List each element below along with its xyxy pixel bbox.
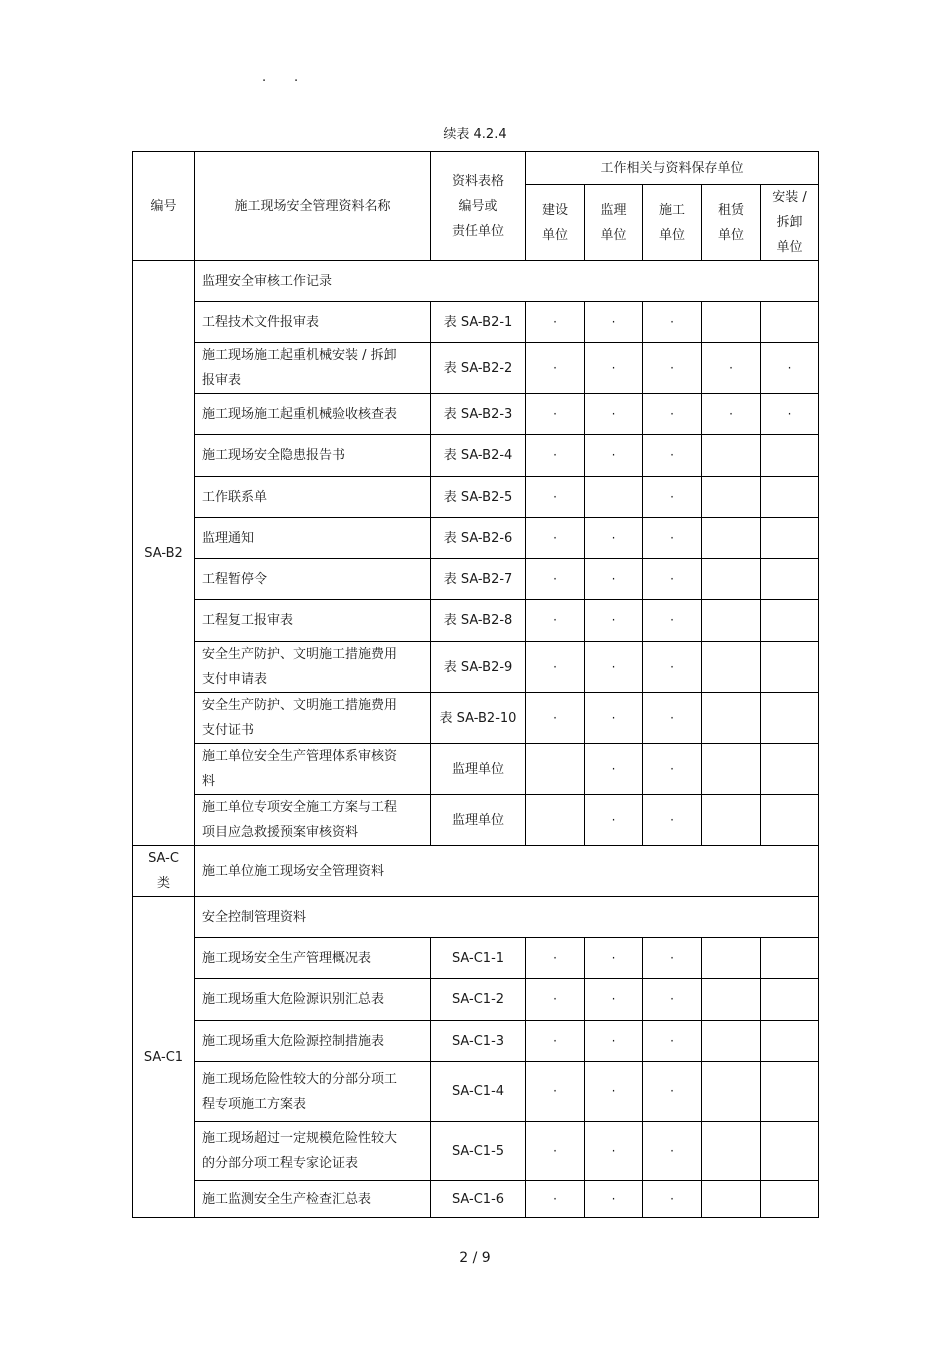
header-unit-supervision	[585, 185, 643, 261]
table-row	[133, 518, 819, 559]
unit-mark-cell	[643, 1021, 702, 1062]
unit-mark-cell	[761, 744, 819, 795]
unit-mark-cell	[585, 302, 643, 343]
unit-mark-cell	[585, 979, 643, 1021]
section-title: 施工单位施工现场安全管理资料	[195, 846, 819, 897]
record-name-line: 施工监测安全生产检查汇总表	[202, 1191, 372, 1207]
unit-mark: ·	[670, 360, 674, 375]
unit-mark-cell	[585, 1122, 643, 1181]
record-name-line: 施工单位专项安全施工方案与工程	[202, 800, 398, 815]
unit-mark: ·	[729, 360, 733, 375]
header-unit-line: 监理	[600, 202, 627, 218]
section-code	[133, 846, 195, 897]
unit-mark-cell	[585, 795, 643, 846]
unit-mark-cell	[585, 1181, 643, 1218]
unit-mark-cell	[526, 435, 585, 477]
unit-mark-cell	[585, 938, 643, 979]
record-form-code: SA-C1-6	[431, 1181, 526, 1218]
unit-mark-cell	[643, 642, 702, 693]
record-name-line: 的分部分项工程专家论证表	[202, 1156, 359, 1171]
record-name-line: 工程暂停令	[202, 571, 268, 587]
unit-mark-cell	[526, 559, 585, 600]
record-name-line: 施工现场安全生产管理概况表	[202, 950, 372, 966]
unit-mark: ·	[553, 360, 557, 375]
unit-mark: ·	[670, 710, 674, 725]
unit-mark-cell	[643, 693, 702, 744]
unit-mark-cell	[585, 1062, 643, 1122]
unit-mark: ·	[670, 992, 674, 1006]
unit-mark: ·	[670, 1033, 674, 1048]
unit-mark: ·	[787, 360, 792, 375]
unit-mark-cell	[643, 1181, 702, 1218]
unit-mark: ·	[611, 530, 616, 545]
record-name	[195, 518, 431, 559]
unit-mark: ·	[611, 1033, 616, 1048]
table-row	[133, 559, 819, 600]
header-units-group: 工作相关与资料保存单位	[526, 152, 819, 185]
header-unit-line: 租赁	[717, 202, 744, 218]
header-unit-leasing	[702, 185, 761, 261]
table-row	[133, 302, 819, 343]
table-row	[133, 642, 819, 693]
record-name	[195, 600, 431, 642]
unit-mark: ·	[787, 406, 792, 421]
unit-mark-cell	[761, 795, 819, 846]
unit-mark-cell	[526, 744, 585, 795]
unit-mark-cell	[526, 518, 585, 559]
unit-mark-cell	[761, 1062, 819, 1122]
unit-mark-cell	[643, 938, 702, 979]
table-row	[133, 979, 819, 1021]
record-form-code: 表 SA-B2-6	[431, 518, 526, 559]
record-name-line: 安全生产防护、文明施工措施费用	[202, 647, 398, 662]
header-unit-line: 单位	[600, 227, 627, 243]
unit-mark: ·	[670, 1143, 674, 1158]
header-unit-construction	[526, 185, 585, 261]
unit-mark: ·	[611, 950, 616, 965]
unit-mark-cell	[643, 1062, 702, 1122]
unit-mark-cell	[585, 693, 643, 744]
unit-mark-cell	[526, 642, 585, 693]
section-code-line: SA-C1	[143, 1049, 184, 1065]
record-name-line: 程专项施工方案表	[202, 1096, 307, 1112]
unit-mark-cell	[643, 302, 702, 343]
unit-mark-cell	[702, 600, 761, 642]
unit-mark-cell	[526, 1181, 585, 1218]
record-name-line: 施工现场施工起重机械安装 / 拆卸	[202, 348, 397, 363]
unit-mark-cell	[526, 1021, 585, 1062]
record-name	[195, 559, 431, 600]
record-form-code: 表 SA-B2-5	[431, 477, 526, 518]
header-form-line: 资料表格	[451, 173, 504, 189]
section-row	[133, 846, 819, 897]
unit-mark: ·	[553, 950, 557, 965]
unit-mark: ·	[670, 406, 674, 421]
record-form-code: 表 SA-B2-10	[431, 693, 526, 744]
table-caption: 续表 4.2.4	[443, 127, 507, 142]
unit-mark-cell	[643, 435, 702, 477]
record-name-line: 项目应急救援预案审核资料	[202, 825, 359, 840]
table-row	[133, 343, 819, 394]
unit-mark-cell	[702, 979, 761, 1021]
record-name-line: 监理通知	[202, 530, 255, 546]
unit-mark-cell	[702, 343, 761, 394]
record-name-line: 施工现场危险性较大的分部分项工	[202, 1071, 398, 1087]
unit-mark-cell	[643, 744, 702, 795]
record-name-line: 施工现场重大危险源控制措施表	[202, 1033, 385, 1049]
unit-mark-cell	[585, 518, 643, 559]
unit-mark-cell	[702, 693, 761, 744]
unit-mark-cell	[761, 302, 819, 343]
section-row	[133, 897, 819, 938]
header-unit-line: 施工	[658, 202, 685, 218]
header-unit-line: 单位	[776, 240, 803, 255]
unit-mark-cell	[585, 394, 643, 435]
record-name	[195, 795, 431, 846]
record-form-code: 表 SA-B2-7	[431, 559, 526, 600]
unit-mark: ·	[611, 1084, 616, 1098]
section-code-line: SA-C	[148, 851, 179, 866]
record-form-code: SA-C1-3	[431, 1021, 526, 1062]
unit-mark-cell	[702, 518, 761, 559]
unit-mark-cell	[761, 600, 819, 642]
unit-mark: ·	[670, 812, 674, 827]
record-name-line: 施工现场超过一定规模危险性较大	[202, 1131, 398, 1146]
unit-mark-cell	[526, 302, 585, 343]
section-code-line: 类	[156, 876, 170, 891]
page-number: 2 / 9	[459, 1250, 491, 1266]
table-body	[133, 152, 819, 1218]
unit-mark-cell	[643, 477, 702, 518]
unit-mark: ·	[611, 1143, 616, 1158]
unit-mark-cell	[761, 1181, 819, 1218]
unit-mark-cell	[702, 1122, 761, 1181]
unit-mark-cell	[761, 477, 819, 518]
record-form-code: SA-C1-2	[431, 979, 526, 1021]
record-name	[195, 1062, 431, 1122]
unit-mark: ·	[553, 1143, 557, 1158]
record-name	[195, 435, 431, 477]
unit-mark: ·	[553, 489, 557, 504]
record-name	[195, 477, 431, 518]
unit-mark-cell	[585, 477, 643, 518]
section-code	[133, 897, 195, 1218]
unit-mark-cell	[702, 795, 761, 846]
unit-mark: ·	[553, 406, 557, 421]
unit-mark: ·	[611, 360, 616, 375]
unit-mark: ·	[670, 489, 674, 504]
unit-mark-cell	[702, 642, 761, 693]
unit-mark: ·	[670, 613, 674, 627]
unit-mark: ·	[553, 314, 557, 329]
unit-mark-cell	[702, 1021, 761, 1062]
unit-mark-cell	[526, 343, 585, 394]
record-form-code: 表 SA-B2-1	[431, 302, 526, 343]
unit-mark-cell	[761, 1021, 819, 1062]
unit-mark-cell	[526, 477, 585, 518]
unit-mark: ·	[670, 1191, 674, 1206]
header-unit-installer	[761, 185, 819, 261]
record-form-code: 表 SA-B2-3	[431, 394, 526, 435]
record-name	[195, 343, 431, 394]
unit-mark-cell	[585, 1021, 643, 1062]
table-row	[133, 1062, 819, 1122]
unit-mark-cell	[526, 938, 585, 979]
header-unit-line: 安装 /	[772, 190, 807, 205]
record-form-code: 监理单位	[431, 795, 526, 846]
unit-mark: ·	[670, 950, 674, 965]
record-name-line: 施工单位安全生产管理体系审核资	[202, 749, 398, 764]
section-code	[133, 261, 195, 846]
unit-mark-cell	[643, 343, 702, 394]
unit-mark: ·	[553, 530, 557, 545]
unit-mark-cell	[526, 979, 585, 1021]
unit-mark: ·	[611, 659, 616, 674]
record-name	[195, 1122, 431, 1181]
record-form-code: 表 SA-B2-4	[431, 435, 526, 477]
unit-mark: ·	[670, 761, 674, 776]
unit-mark: ·	[670, 1084, 674, 1098]
unit-mark-cell	[702, 744, 761, 795]
table-row	[133, 394, 819, 435]
section-title: 安全控制管理资料	[195, 897, 819, 938]
unit-mark-cell	[585, 600, 643, 642]
section-title: 监理安全审核工作记录	[195, 261, 819, 302]
unit-mark: ·	[670, 659, 674, 674]
record-name	[195, 394, 431, 435]
unit-mark: ·	[553, 1084, 557, 1098]
unit-mark-cell	[702, 477, 761, 518]
table-row	[133, 938, 819, 979]
record-name-line: 施工现场施工起重机械验收核查表	[202, 406, 398, 422]
unit-mark-cell	[702, 302, 761, 343]
record-form-code: 表 SA-B2-2	[431, 343, 526, 394]
record-name	[195, 979, 431, 1021]
record-form-code: 表 SA-B2-8	[431, 600, 526, 642]
record-form-code: SA-C1-5	[431, 1122, 526, 1181]
table-row	[133, 693, 819, 744]
table-row	[133, 1181, 819, 1218]
unit-mark: ·	[611, 992, 616, 1006]
unit-mark: ·	[553, 613, 557, 627]
record-name	[195, 744, 431, 795]
record-name-line: 工程复工报审表	[202, 613, 294, 628]
unit-mark: ·	[553, 448, 557, 462]
unit-mark-cell	[585, 642, 643, 693]
unit-mark: ·	[670, 530, 674, 545]
unit-mark-cell	[643, 559, 702, 600]
table-row	[133, 477, 819, 518]
header-row	[133, 152, 819, 185]
unit-mark: ·	[611, 571, 616, 586]
table-row	[133, 600, 819, 642]
header-form-line: 责任单位	[451, 223, 504, 239]
unit-mark: ·	[611, 1191, 616, 1206]
record-name-line: 工程技术文件报审表	[202, 314, 320, 330]
unit-mark-cell	[761, 642, 819, 693]
unit-mark: ·	[611, 314, 616, 329]
header-unit-line: 单位	[541, 227, 568, 243]
record-name	[195, 693, 431, 744]
table-row	[133, 1122, 819, 1181]
unit-mark: ·	[553, 659, 557, 674]
header-dots	[262, 74, 326, 89]
record-name-line: 支付证书	[202, 723, 255, 738]
unit-mark-cell	[526, 693, 585, 744]
unit-mark-cell	[761, 518, 819, 559]
unit-mark: ·	[553, 992, 557, 1006]
unit-mark-cell	[585, 559, 643, 600]
record-form-code: SA-C1-4	[431, 1062, 526, 1122]
record-name-line: 施工现场重大危险源识别汇总表	[202, 992, 385, 1007]
unit-mark-cell	[702, 938, 761, 979]
header-form	[431, 152, 526, 261]
unit-mark-cell	[761, 693, 819, 744]
header-unit-line: 单位	[717, 227, 744, 243]
unit-mark-cell	[526, 600, 585, 642]
table-row	[133, 744, 819, 795]
record-form-code: 表 SA-B2-9	[431, 642, 526, 693]
unit-mark: ·	[611, 613, 616, 627]
unit-mark-cell	[585, 343, 643, 394]
record-name	[195, 1021, 431, 1062]
unit-mark-cell	[526, 795, 585, 846]
unit-mark: ·	[611, 406, 616, 421]
unit-mark: ·	[553, 1191, 557, 1206]
header-code: 编号	[133, 152, 195, 261]
unit-mark-cell	[702, 1181, 761, 1218]
unit-mark-cell	[526, 1122, 585, 1181]
record-name-line: 施工现场安全隐患报告书	[202, 448, 346, 463]
unit-mark: ·	[553, 710, 557, 725]
unit-mark: ·	[670, 571, 674, 586]
header-name: 施工现场安全管理资料名称	[195, 152, 431, 261]
unit-mark-cell	[643, 518, 702, 559]
unit-mark-cell	[585, 744, 643, 795]
unit-mark-cell	[761, 435, 819, 477]
table-row	[133, 1021, 819, 1062]
section-row	[133, 261, 819, 302]
header-dot: ·	[294, 74, 299, 89]
header-form-line: 编号或	[458, 198, 498, 214]
unit-mark-cell	[761, 1122, 819, 1181]
section-code-line: SA-B2	[144, 545, 183, 561]
header-unit-line: 拆卸	[776, 215, 803, 230]
header-unit-line: 建设	[541, 202, 568, 218]
record-name-line: 工作联系单	[202, 489, 268, 505]
unit-mark-cell	[702, 394, 761, 435]
record-name-line: 报审表	[202, 373, 242, 388]
unit-mark: ·	[611, 448, 616, 462]
unit-mark-cell	[643, 795, 702, 846]
unit-mark-cell	[526, 394, 585, 435]
record-name	[195, 642, 431, 693]
record-name-line: 料	[202, 774, 216, 789]
unit-mark-cell	[761, 938, 819, 979]
unit-mark-cell	[585, 435, 643, 477]
unit-mark-cell	[761, 343, 819, 394]
safety-records-table	[132, 151, 819, 1218]
unit-mark-cell	[761, 559, 819, 600]
unit-mark-cell	[526, 1062, 585, 1122]
unit-mark-cell	[643, 394, 702, 435]
unit-mark: ·	[611, 812, 616, 827]
record-form-code: SA-C1-1	[431, 938, 526, 979]
record-name-line: 支付申请表	[202, 672, 268, 687]
unit-mark: ·	[729, 406, 733, 421]
record-name	[195, 1181, 431, 1218]
unit-mark-cell	[702, 559, 761, 600]
header-unit-contractor	[643, 185, 702, 261]
unit-mark-cell	[761, 394, 819, 435]
unit-mark: ·	[611, 761, 616, 776]
unit-mark: ·	[670, 448, 674, 462]
table-row	[133, 795, 819, 846]
unit-mark: ·	[553, 571, 557, 586]
record-name	[195, 938, 431, 979]
header-unit-line: 单位	[658, 227, 685, 243]
record-name-line: 安全生产防护、文明施工措施费用	[202, 698, 398, 713]
header-dot: ·	[262, 74, 267, 89]
unit-mark-cell	[643, 1122, 702, 1181]
unit-mark-cell	[702, 435, 761, 477]
unit-mark-cell	[643, 600, 702, 642]
record-form-code: 监理单位	[431, 744, 526, 795]
unit-mark: ·	[553, 1033, 557, 1048]
record-name	[195, 302, 431, 343]
unit-mark-cell	[702, 1062, 761, 1122]
table-row	[133, 435, 819, 477]
unit-mark: ·	[670, 314, 674, 329]
unit-mark: ·	[611, 710, 616, 725]
unit-mark-cell	[643, 979, 702, 1021]
unit-mark-cell	[761, 979, 819, 1021]
